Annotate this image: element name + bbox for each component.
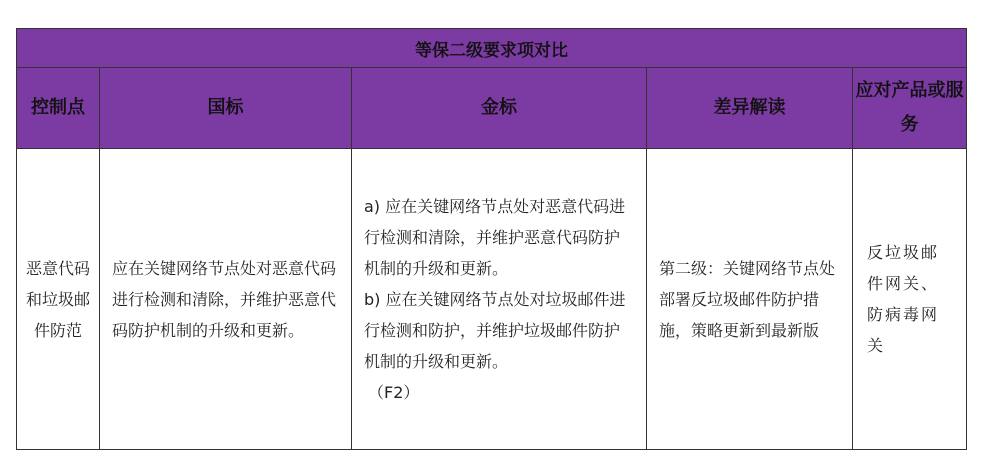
financial-standard-item-a: a) 应在关键网络节点处对恶意代码进行检测和清除，并维护恶意代码防护机制的升级和更新。: [364, 196, 626, 278]
table-row: [17, 149, 967, 450]
cell-product: [853, 149, 967, 450]
header-product: 应对产品或服务: [853, 68, 967, 149]
header-national-standard: 国标: [100, 68, 352, 149]
cell-control-point: [17, 149, 100, 450]
product-text: 反垃圾邮件网关、防病毒网关: [867, 243, 940, 355]
national-standard-text: 应在关键网络节点处对恶意代码进行检测和清除，并维护恶意代码防护机制的升级和更新。: [112, 258, 337, 340]
header-financial-standard: 金标: [352, 68, 647, 149]
table-title: 等保二级要求项对比: [17, 29, 967, 68]
table-title-row: [17, 29, 967, 68]
header-difference: 差异解读: [647, 68, 853, 149]
table-header-row: [17, 68, 967, 149]
difference-text: 第二级：关键网络节点处部署反垃圾邮件防护措施，策略更新到最新版: [659, 258, 836, 340]
cell-national-standard: [100, 149, 352, 450]
comparison-table: [16, 28, 967, 450]
cell-difference: [647, 149, 853, 450]
control-point-text: 恶意代码和垃圾邮件防范: [25, 258, 90, 340]
comparison-table-container: [16, 28, 966, 450]
header-control-point: 控制点: [17, 68, 100, 149]
cell-financial-standard: [352, 149, 647, 450]
financial-standard-item-b: b) 应在关键网络节点处对垃圾邮件进行检测和防护，并维护垃圾邮件防护机制的升级和更新。: [364, 289, 626, 371]
financial-standard-note: （F2）: [368, 382, 420, 402]
